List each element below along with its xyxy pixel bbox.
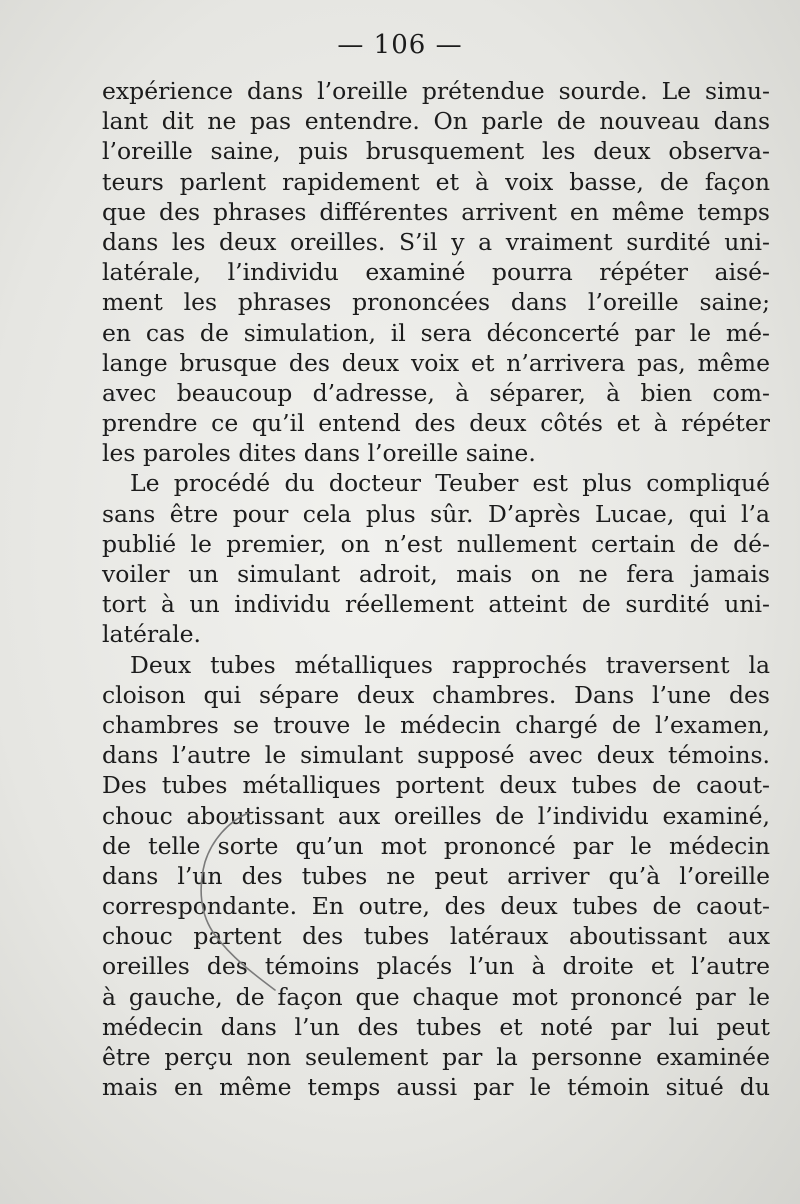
text-line: l’oreille saine, puis brusquement les deux observa- (102, 137, 770, 166)
text-line: latérale, l’individu examiné pourra répéter aisé- (102, 258, 770, 287)
text-line: médecin dans l’un des tubes et noté par lui peut (102, 1012, 770, 1041)
text-line: prendre ce qu’il entend des deux côtés et à répéter (102, 409, 770, 438)
text-line: correspondante. En outre, des deux tubes de caout- (102, 892, 770, 921)
text-line: chambres se trouve le médecin chargé de l’examen, (102, 710, 770, 739)
text-line: avec beaucoup d’adresse, à séparer, à bien com- (102, 378, 770, 407)
text-line: chouc partent des tubes latéraux aboutissant aux (102, 922, 770, 951)
text-line: les paroles dites dans l’oreille saine. (102, 439, 536, 468)
text-line: cloison qui sépare deux chambres. Dans l’une des (102, 680, 770, 709)
text-line: mais en même temps aussi par le témoin situé du (102, 1073, 770, 1102)
page-number: — 106 — (337, 30, 463, 60)
body-text (102, 76, 770, 1102)
text-line: chouc aboutissant aux oreilles de l’individu examiné, (102, 801, 770, 830)
text-line: Deux tubes métalliques rapprochés traversent la (130, 650, 770, 679)
text-line: être perçu non seulement par la personne examinée (102, 1043, 770, 1071)
text-line: Des tubes métalliques portent deux tubes de caout- (102, 771, 770, 800)
text-line: en cas de simulation, il sera déconcerté par le mé- (102, 318, 770, 347)
text-line: sans être pour cela plus sûr. D’après Lucae, qui l’a (102, 499, 770, 528)
text-line: que des phrases différentes arrivent en même temps (102, 197, 770, 226)
text-line: tort à un individu réellement atteint de surdité uni- (102, 590, 770, 619)
text-line: latérale. (102, 620, 202, 649)
text-line: lange brusque des deux voix et n’arrivera pas, même (102, 348, 770, 377)
text-line: dans l’autre le simulant supposé avec deux témoins. (102, 741, 770, 770)
text-line: de telle sorte qu’un mot prononcé par le médecin (102, 831, 770, 860)
text-line: dans les deux oreilles. S’il y a vraiment surdité uni- (102, 227, 770, 256)
text-line: lant dit ne pas entendre. On parle de nouveau dans (102, 107, 770, 136)
text-line: teurs parlent rapidement et à voix basse, de façon (102, 167, 770, 196)
text-line: ment les phrases prononcées dans l’oreille saine; (102, 288, 770, 317)
text-line: voiler un simulant adroit, mais on ne fera jamais (102, 560, 770, 588)
text-line: dans l’un des tubes ne peut arriver qu’à l’oreille (102, 861, 770, 890)
text-line: publié le premier, on n’est nullement certain de dé- (102, 529, 770, 558)
text-line: Le procédé du docteur Teuber est plus compliqué (130, 469, 770, 498)
text-line: expérience dans l’oreille prétendue sourde. Le simu- (102, 77, 770, 105)
text-line: à gauche, de façon que chaque mot prononcé par le (102, 982, 770, 1011)
text-line: oreilles des témoins placés l’un à droite et l’autre (102, 952, 770, 981)
